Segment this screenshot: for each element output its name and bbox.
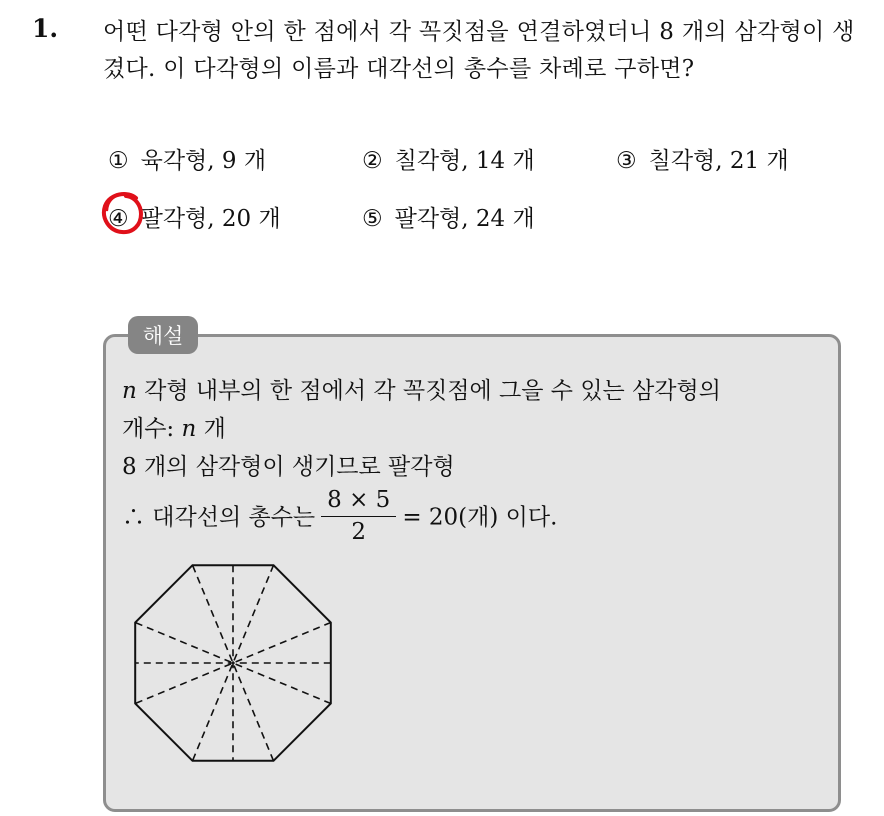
fraction [321, 486, 396, 547]
solution-line-2-prefix: 개수: [122, 416, 182, 442]
solution-line-4-prefix: ∴ 대각선의 총수는 [122, 504, 316, 531]
question-text: 어떤 다각형 안의 한 점에서 각 꼭짓점을 연결하였더니 8 개의 삼각형이 생겼다. 이 다각형의 이름과 대각선의 총수를 차례로 구하면? [103, 19, 855, 82]
octagon-diagram [120, 556, 350, 766]
fraction-numerator: 8 × 5 [321, 486, 396, 517]
variable-n: n [122, 378, 137, 404]
solution-line-4 [122, 488, 557, 549]
question-number: 1. [32, 14, 59, 43]
choice-5-mark: ⑤ [362, 206, 383, 232]
choice-2[interactable] [362, 142, 535, 175]
choice-3-text: 칠각형, 21 개 [648, 148, 789, 174]
solution-line-1 [122, 372, 721, 405]
choice-1[interactable] [108, 142, 266, 175]
variable-n: n [181, 416, 197, 442]
choice-3[interactable] [616, 142, 789, 175]
fraction-denominator: 2 [351, 519, 367, 545]
choice-1-text: 육각형, 9 개 [140, 148, 267, 174]
choice-5-text: 팔각형, 24 개 [394, 206, 535, 232]
choice-5[interactable] [362, 200, 535, 233]
choice-3-mark: ③ [616, 148, 637, 174]
solution-line-2 [122, 410, 226, 443]
solution-line-1-text: 각형 내부의 한 점에서 각 꼭짓점에 그을 수 있는 삼각형의 [136, 378, 721, 404]
solution-line-2-suffix: 개 [196, 416, 226, 442]
choice-2-text: 칠각형, 14 개 [394, 148, 535, 174]
choice-2-mark: ② [362, 148, 383, 174]
choice-4-text: 팔각형, 20 개 [140, 206, 281, 232]
choice-4-mark: ④ [108, 206, 129, 232]
answer-circle-icon [100, 190, 146, 236]
solution-tag: 해설 [128, 316, 198, 354]
solution-line-3: 8 개의 삼각형이 생기므로 팔각형 [122, 454, 455, 480]
solution-line-4-suffix: = 20(개) 이다. [402, 504, 558, 531]
choice-1-mark: ① [108, 148, 129, 174]
